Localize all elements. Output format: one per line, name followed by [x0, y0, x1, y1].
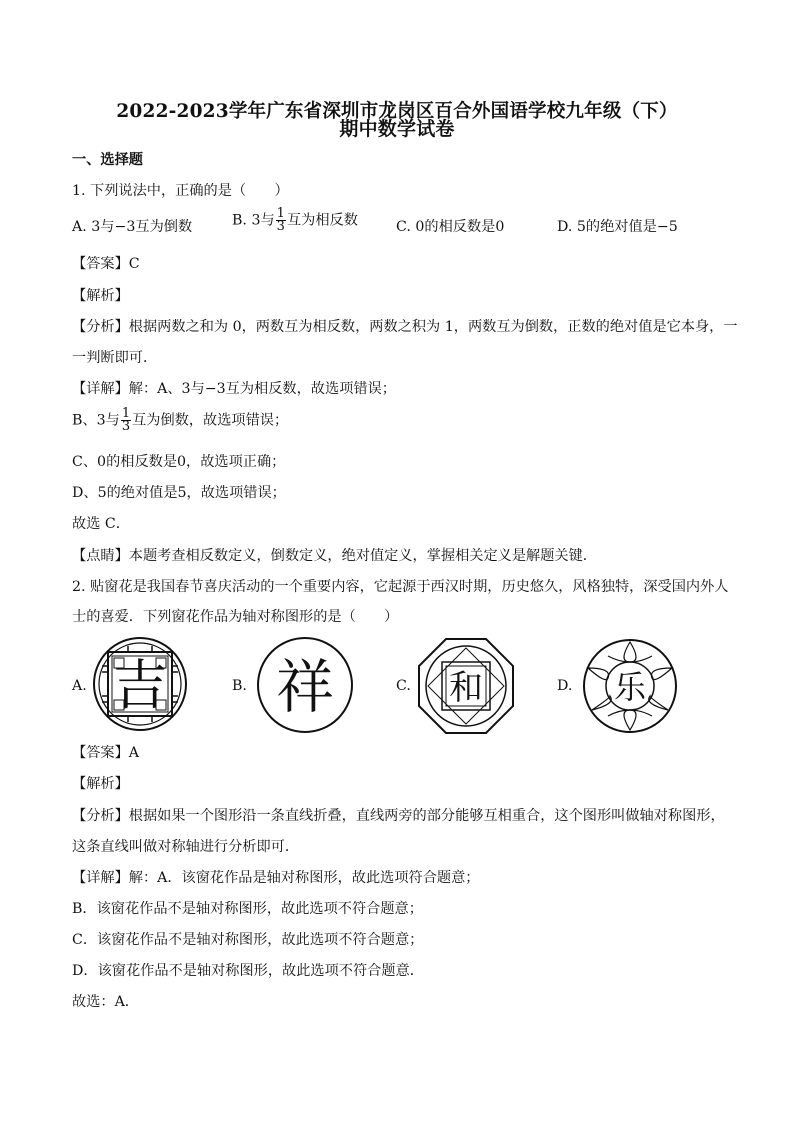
q1-option-d: D. 5的绝对值是−5: [557, 219, 678, 235]
q1-detail-c: C、0的相反数是0，故选项正确；: [72, 454, 286, 470]
paper-cut-char-c: 和: [449, 668, 483, 708]
q2-label-c: C.: [396, 678, 411, 694]
q1-analysis-line1: 【分析】根据两数之和为 0，两数互为相反数，两数之积为 1，两数互为倒数，正数的绝对值是它本身，一: [72, 319, 738, 335]
q2-analysis-line1: 【分析】根据如果一个图形沿一条直线折叠，直线两旁的部分能够互相重合，这个图形叫做轴对称图形，: [72, 808, 725, 824]
section-heading: 一、选择题: [72, 152, 143, 168]
q2-detail-a: 【详解】解：A．该窗花作品是轴对称图形，故此选项符合题意；: [72, 870, 480, 886]
q2-stem-line1: 2. 贴窗花是我国春节喜庆活动的一个重要内容，它起源于西汉时期，历史悠久，风格独特，深受国内外人: [72, 579, 729, 595]
q1-stem: 1. 下列说法中，正确的是（ ）: [72, 183, 289, 199]
q1-analysis-line2: 一判断即可．: [72, 350, 158, 366]
paper-cut-ji-image: [92, 636, 188, 732]
q1-option-b: B. 3与 $\frac{1}{3}$ 互为相反数: [232, 206, 358, 234]
q2-analysis-line2: 这条直线叫做对称轴进行分析即可．: [72, 839, 300, 855]
paper-cut-char-b: 祥: [275, 653, 335, 721]
q2-stem-line2: 士的喜爱．下列窗花作品为轴对称图形的是（ ）: [72, 609, 399, 625]
q2-detail-d: D．该窗花作品不是轴对称图形，故此选项不符合题意．: [72, 963, 424, 979]
fraction: $\frac{1}{3}$: [121, 406, 131, 434]
q1-answer: 【答案】C: [72, 256, 140, 272]
paper-cut-char-a: 吉: [113, 654, 167, 717]
paper-cut-he-image: [416, 636, 516, 736]
q2-detail-b: B．该窗花作品不是轴对称图形，故此选项不符合题意；: [72, 901, 423, 917]
q2-answer: 【答案】A: [72, 745, 139, 761]
q2-choose: 故选：A．: [72, 994, 139, 1010]
paper-cut-xiang-image: [254, 636, 356, 734]
q2-jiexi: 【解析】: [72, 776, 129, 792]
q1-jiexi: 【解析】: [72, 288, 129, 304]
q1-choose: 故选 C．: [72, 516, 130, 532]
page-subtitle: 期中数学试卷: [339, 118, 455, 140]
page-title: 2022-2023学年广东省深圳市龙岗区百合外国语学校九年级（下）: [116, 101, 678, 122]
q1-detail-d: D、5的绝对值是5，故选项错误；: [72, 485, 286, 501]
fraction: $\frac{1}{3}$: [276, 206, 285, 234]
q2-label-d: D.: [557, 678, 573, 694]
q1-detail-line1: 【详解】解：A、3与−3互为相反数，故选项错误；: [72, 381, 396, 397]
paper-cut-le-image: [580, 638, 680, 734]
q2-label-a: A.: [72, 678, 87, 694]
q1-comment: 【点睛】本题考查相反数定义，倒数定义，绝对值定义，掌握相关定义是解题关键．: [72, 548, 597, 564]
paper-cut-char-d: 乐: [613, 668, 647, 706]
q2-label-b: B.: [232, 678, 247, 694]
q1-option-c: C. 0的相反数是0: [396, 219, 505, 235]
q1-detail-b: B、3与 $\frac{1}{3}$ 互为倒数，故选项错误；: [72, 406, 289, 434]
q1-option-a: A. 3与−3互为倒数: [72, 219, 193, 235]
q2-detail-c: C．该窗花作品不是轴对称图形，故此选项不符合题意；: [72, 932, 424, 948]
